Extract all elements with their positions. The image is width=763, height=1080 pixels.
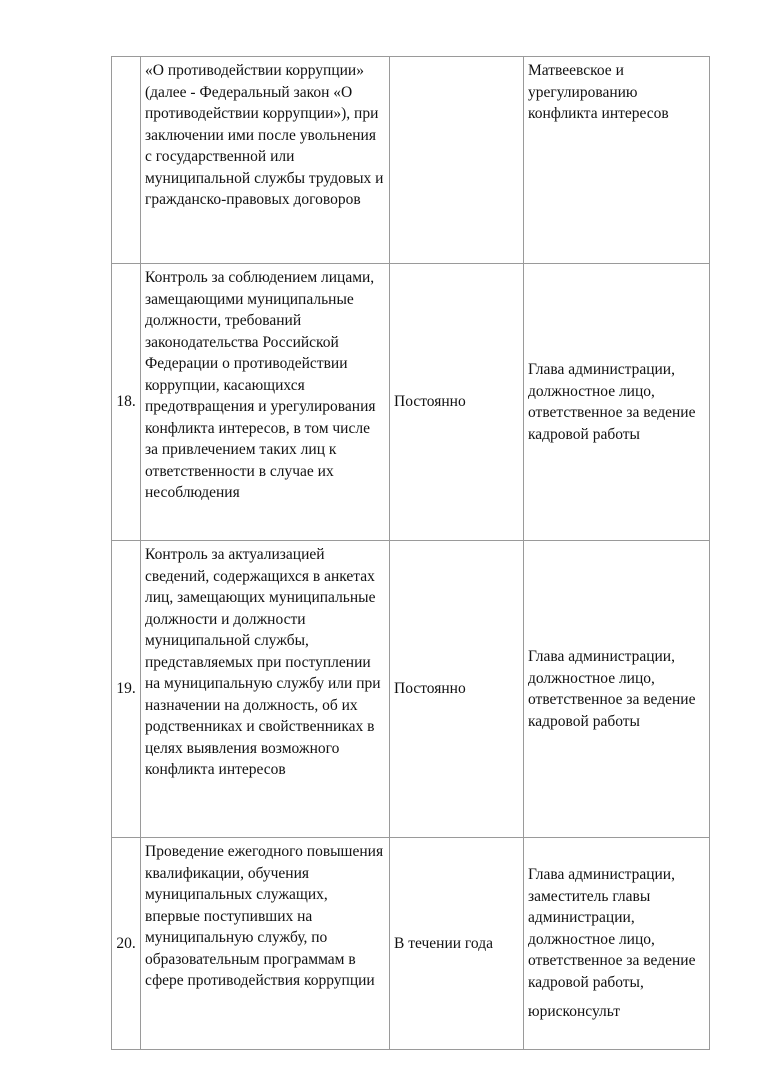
responsible-cell: Матвеевское и урегулированию конфликта интересов	[524, 57, 710, 264]
row-number: 20.	[112, 838, 141, 1050]
term-cell: В течении года	[390, 838, 524, 1050]
row-number: 18.	[112, 264, 141, 541]
measure-text: Контроль за соблюдением лицами, замещающими муниципальные должности, требований законодательства Российской Федерации о противодействии коррупции, касающихся предотвращения и урегулирования конфликта интересов, в том числе за привлечением таких лиц к ответственности в случае их несоблюдения	[141, 264, 390, 541]
measure-text: Контроль за актуализацией сведений, содержащихся в анкетах лиц, замещающих муниципальные должности и должности муниципальной службы, представляемых при поступлении на муниципальную службу или при назначении на должность, об их родственниках и свойственниках в целях выявления возможного конфликта интересов	[141, 541, 390, 838]
table-row	[112, 264, 710, 541]
responsible-extra: юрисконсульт	[528, 1003, 621, 1021]
table-row	[112, 838, 710, 1050]
term-cell	[390, 57, 524, 264]
term-cell: Постоянно	[390, 264, 524, 541]
measure-text: Проведение ежегодного повышения квалификации, обучения муниципальных служащих, впервые поступивших на муниципальную службу, по образовательным программам в сфере противодействия коррупции	[141, 838, 390, 1050]
anticorruption-plan-table	[111, 56, 710, 1050]
measure-text: «О противодействии коррупции» (далее - Федеральный закон «О противодействии коррупции»), при заключении ими после увольнения с государственной или муниципальной службы трудовых и гражданско-правовых договоров	[141, 57, 390, 264]
responsible-cell: Глава администрации, должностное лицо, ответственное за ведение кадровой работы	[524, 264, 710, 541]
responsible-cell	[524, 838, 710, 1050]
table-row	[112, 541, 710, 838]
responsible-text: Глава администрации, заместитель главы администрации, должностное лицо, ответственное за ведение кадровой работы,	[528, 866, 696, 991]
row-number	[112, 57, 141, 264]
row-number: 19.	[112, 541, 141, 838]
responsible-cell: Глава администрации, должностное лицо, ответственное за ведение кадровой работы	[524, 541, 710, 838]
term-cell: Постоянно	[390, 541, 524, 838]
table-row	[112, 57, 710, 264]
